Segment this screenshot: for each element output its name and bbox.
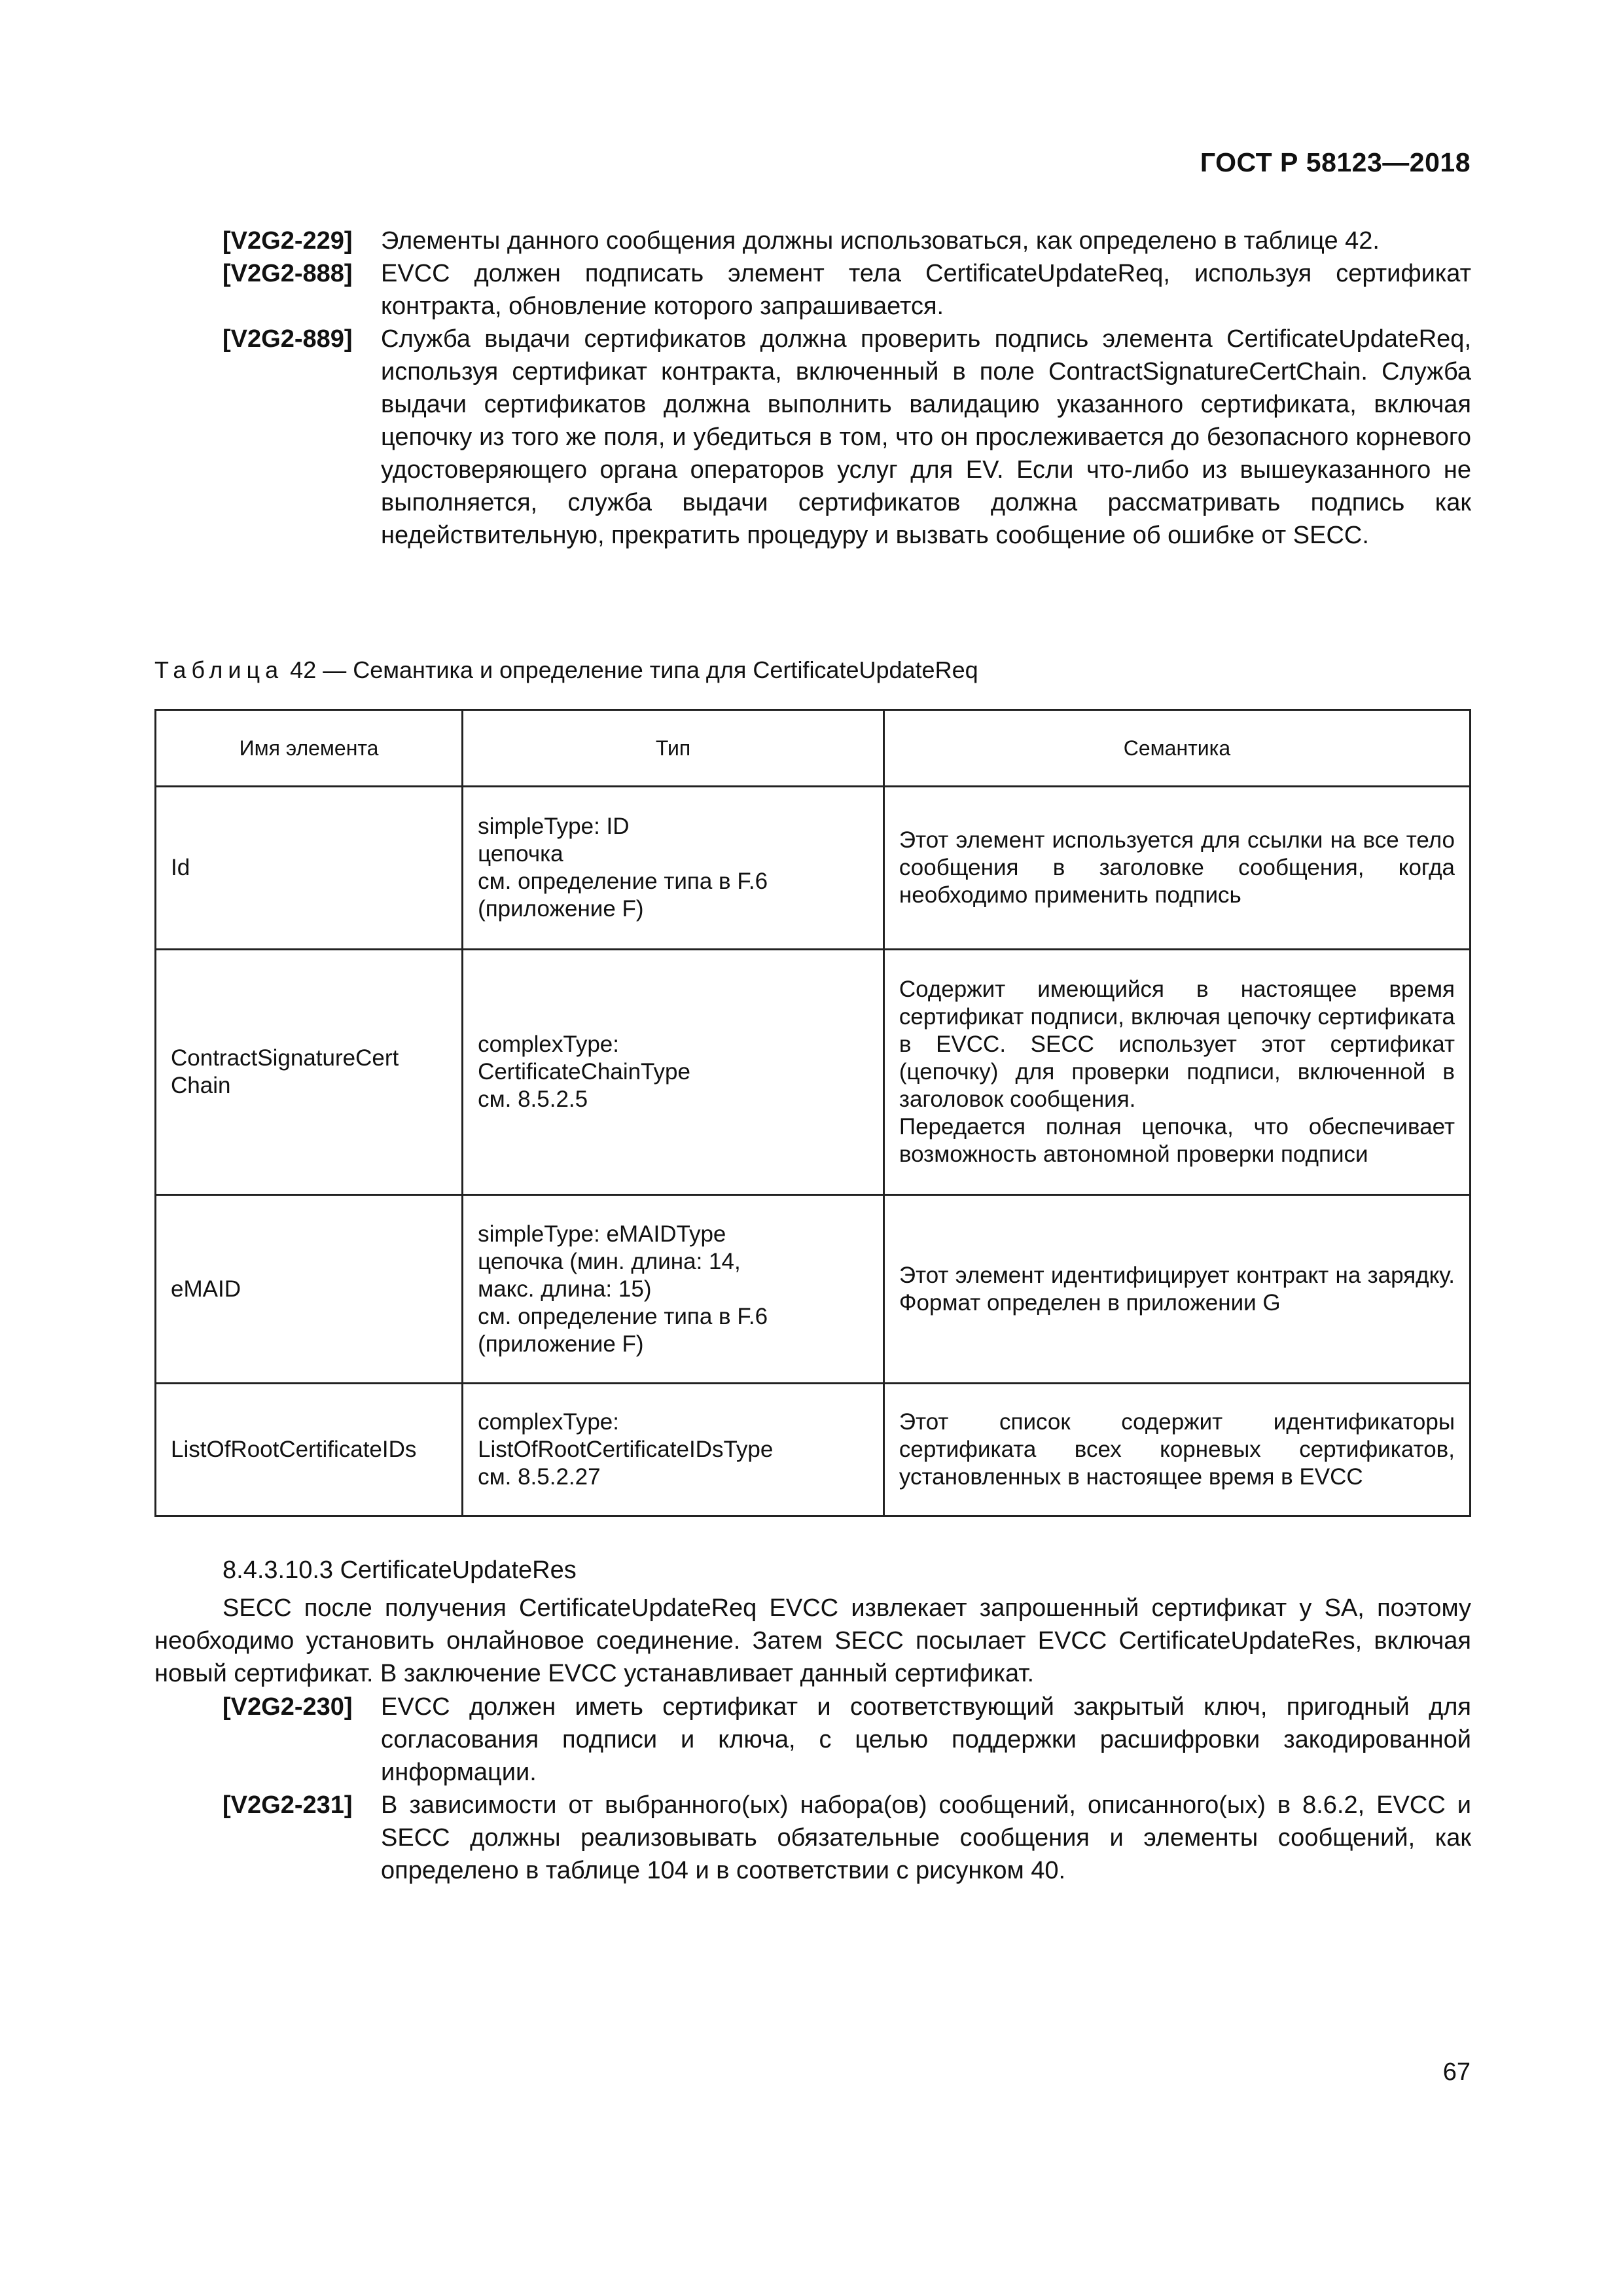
semantics-paragraph: Этот список содержит идентификаторы сертификата всех корневых сертификатов, установленных в настоящее время в EVCC	[899, 1409, 1455, 1490]
requirement-text: Элементы данного сообщения должны использоваться, как определено в таблице 42.	[381, 227, 1380, 255]
type-line: simpleType: ID	[478, 814, 630, 839]
requirement-text: EVCC должен подписать элемент тела CertificateUpdateReq, используя сертификат контракта, обновление которого запрашивается.	[381, 260, 1471, 320]
cell-semantics	[883, 1195, 1470, 1384]
table-caption	[154, 656, 978, 684]
type-line: (приложение F)	[478, 1331, 644, 1357]
type-line: см. 8.5.2.27	[478, 1464, 601, 1490]
table-header-row	[156, 710, 1471, 787]
cell-element-name: Id	[156, 787, 463, 950]
cell-semantics	[883, 787, 1470, 950]
cell-element-name: ContractSignatureCert Chain	[156, 950, 463, 1195]
cell-element-name: eMAID	[156, 1195, 463, 1384]
column-header-type: Тип	[463, 710, 884, 787]
cell-type	[463, 950, 884, 1195]
requirements-list-top	[223, 224, 1471, 552]
column-header-element-name: Имя элемента	[156, 710, 463, 787]
type-line: CertificateChainType	[478, 1059, 690, 1085]
table-caption-text: 42 — Семантика и определение типа для CertificateUpdateReq	[290, 656, 978, 683]
page-number: 67	[1442, 2058, 1471, 2086]
requirement-text: Служба выдачи сертификатов должна проверить подпись элемента CertificateUpdateReq, используя сертификат контракта, включенный в поле ContractSignatureCertChain. Служба выдачи сертификатов должна выполнить валидацию указанного сертификата, включая цепочку из того же поля, и убедиться в том, что он прослеживается до безопасного корневого удостоверяющего органа операторов услуг для EV. Если что-либо из вышеуказанного не выполняется, служба выдачи сертификатов должна рассматривать подпись как недействительную, прекратить процедуру и вызвать сообщение об ошибке от SECC.	[381, 325, 1471, 549]
semantics-paragraph: Передается полная цепочка, что обеспечивает возможность автономной проверки подписи	[899, 1114, 1455, 1167]
type-line: ListOfRootCertificateIDsType	[478, 1437, 774, 1462]
type-line: см. определение типа в F.6	[478, 869, 768, 894]
table-row	[156, 1384, 1471, 1516]
cell-semantics	[883, 950, 1470, 1195]
column-header-semantics: Семантика	[883, 710, 1470, 787]
requirement-id: [V2G2-888]	[223, 260, 353, 287]
semantics-paragraph: Этот элемент идентифицирует контракт на зарядку. Формат определен в приложении G	[899, 1262, 1455, 1316]
requirement-item	[223, 323, 1471, 552]
requirement-item	[223, 1691, 1471, 1789]
requirement-id: [V2G2-229]	[223, 227, 353, 255]
type-line: complexType:	[478, 1409, 619, 1435]
type-line: см. 8.5.2.5	[478, 1086, 588, 1112]
requirement-text: EVCC должен иметь сертификат и соответствующий закрытый ключ, пригодный для согласования подписи и ключа, с целью поддержки расшифровки закодированной информации.	[381, 1693, 1471, 1786]
requirement-text: В зависимости от выбранного(ых) набора(ов) сообщений, описанного(ых) в 8.6.2, EVCC и SECC должны реализовывать обязательные сообщения и элементы сообщений, как определено в таблице 104 и в соответствии с рисунком 40.	[381, 1791, 1471, 1884]
table-row	[156, 1195, 1471, 1384]
requirement-item	[223, 224, 1471, 257]
table-row	[156, 950, 1471, 1195]
requirement-id: [V2G2-230]	[223, 1693, 353, 1721]
semantics-table	[154, 709, 1471, 1517]
type-line: complexType:	[478, 1031, 619, 1057]
type-line: макс. длина: 15)	[478, 1276, 652, 1302]
table-row	[156, 787, 1471, 950]
cell-type	[463, 787, 884, 950]
cell-element-name: ListOfRootCertificateIDs	[156, 1384, 463, 1516]
cell-semantics	[883, 1384, 1470, 1516]
requirement-item	[223, 257, 1471, 323]
semantics-paragraph: Содержит имеющийся в настоящее время сертификат подписи, включая цепочку сертификата в EVCC. SECC использует этот сертификат (цепочку) для проверки подписи, включенной в заголовок сообщения.	[899, 977, 1455, 1112]
type-line: (приложение F)	[478, 896, 644, 922]
requirements-list-bottom	[223, 1691, 1471, 1887]
type-line: simpleType: eMAIDType	[478, 1221, 726, 1247]
type-line: см. определение типа в F.6	[478, 1303, 768, 1329]
requirement-item	[223, 1789, 1471, 1887]
requirement-id: [V2G2-231]	[223, 1791, 353, 1819]
section-paragraph: SECC после получения CertificateUpdateReq EVCC извлекает запрошенный сертификат у SA, поэтому необходимо установить онлайновое соединение. Затем SECC посылает EVCC CertificateUpdateRes, включая новый сертификат. В заключение EVCC устанавливает данный сертификат.	[154, 1594, 1471, 1687]
cell-type	[463, 1384, 884, 1516]
type-line: цепочка (мин. длина: 14,	[478, 1248, 741, 1274]
requirement-id: [V2G2-889]	[223, 325, 353, 353]
semantics-paragraph: Этот элемент используется для ссылки на все тело сообщения в заголовке сообщения, когда необходимо применить подпись	[899, 827, 1455, 908]
section-heading: 8.4.3.10.3 CertificateUpdateRes	[223, 1556, 577, 1584]
type-line: цепочка	[478, 841, 563, 867]
cell-type	[463, 1195, 884, 1384]
table-caption-label: Таблица	[154, 656, 284, 683]
document-code-header: ГОСТ Р 58123—2018	[1200, 147, 1471, 177]
